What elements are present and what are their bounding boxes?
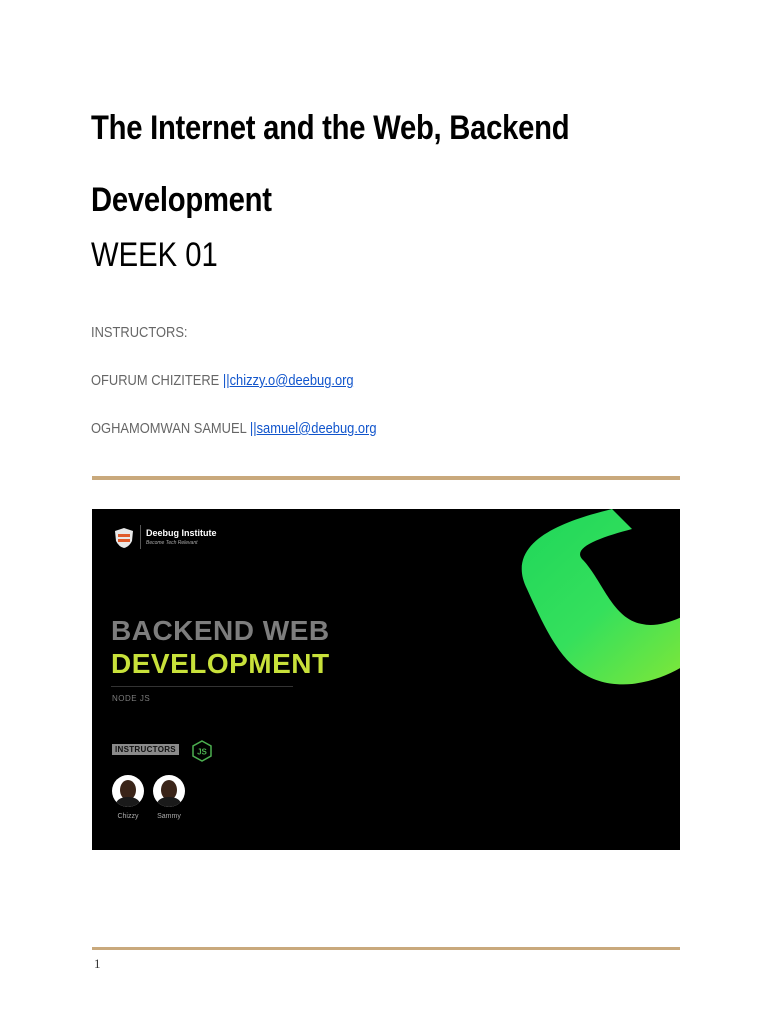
nodejs-icon bbox=[192, 740, 212, 762]
instructor-name: OGHAMOMWAN SAMUEL bbox=[91, 420, 247, 437]
course-banner-image bbox=[92, 509, 680, 850]
instructor-avatar bbox=[112, 775, 144, 807]
avatar-body bbox=[116, 797, 140, 807]
instructor-avatar bbox=[153, 775, 185, 807]
logo-divider bbox=[140, 525, 141, 549]
instructors-badge: INSTRUCTORS bbox=[112, 744, 179, 755]
separator: || bbox=[249, 420, 257, 437]
avatar-name: Chizzy bbox=[117, 813, 139, 820]
instructors-heading: INSTRUCTORS: bbox=[91, 324, 188, 341]
brand-tagline: Become Tech Relevant bbox=[146, 540, 198, 546]
page-number: 1 bbox=[94, 956, 101, 971]
section-divider bbox=[92, 476, 680, 480]
banner-subtitle: NODE JS bbox=[112, 694, 151, 703]
banner-headline-line2: DEVELOPMENT bbox=[111, 648, 330, 679]
footer-divider bbox=[92, 947, 680, 950]
svg-text:JS: JS bbox=[197, 747, 207, 757]
deebug-logo-icon bbox=[114, 527, 134, 549]
banner-divider bbox=[111, 686, 293, 687]
document-title: The Internet and the Web, Backend Development bbox=[91, 109, 570, 219]
instructor-name: OFURUM CHIZITERE bbox=[91, 372, 220, 389]
avatar-name: Sammy bbox=[157, 813, 181, 820]
separator: || bbox=[222, 372, 230, 389]
instructor-line bbox=[91, 372, 354, 389]
banner-headline-line1: BACKEND WEB bbox=[111, 615, 330, 646]
green-ribbon-graphic bbox=[492, 509, 680, 709]
brand-name: Deebug Institute bbox=[146, 528, 217, 538]
avatar-body bbox=[157, 797, 181, 807]
instructor-email-link[interactable]: samuel@deebug.org bbox=[256, 420, 377, 437]
week-heading: WEEK 01 bbox=[91, 236, 218, 274]
instructor-email-link[interactable]: chizzy.o@deebug.org bbox=[229, 372, 354, 389]
instructor-line bbox=[91, 420, 377, 437]
